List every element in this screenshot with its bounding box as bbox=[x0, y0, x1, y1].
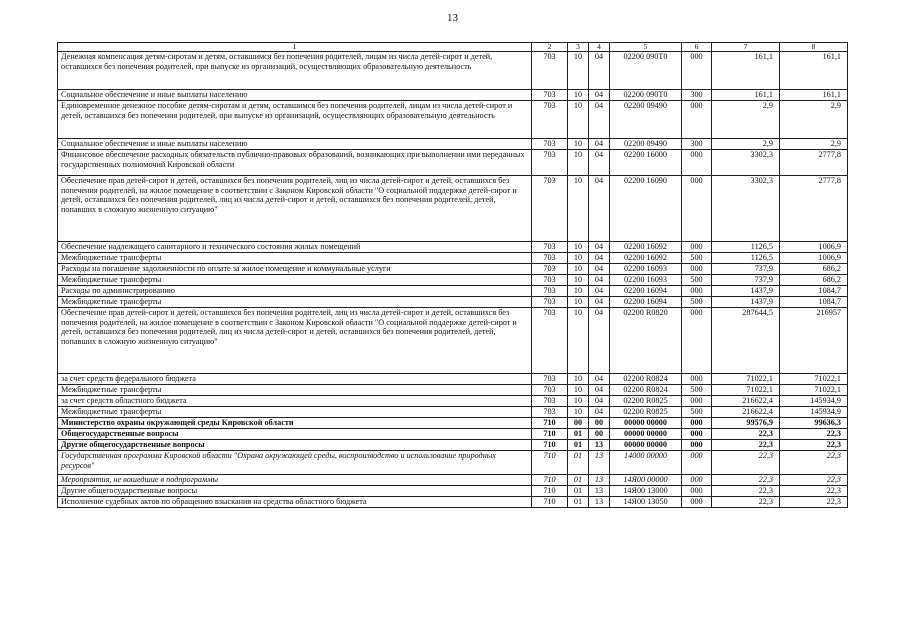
table-row bbox=[58, 451, 848, 475]
row-amount-actual: 145934,9 bbox=[780, 396, 848, 407]
row-amount-planned: 1126,5 bbox=[712, 253, 780, 264]
row-expense-type: 000 bbox=[682, 242, 712, 253]
row-amount-planned: 2,9 bbox=[712, 139, 780, 150]
row-ministry-code: 710 bbox=[532, 429, 568, 440]
row-amount-planned: 2,9 bbox=[712, 101, 780, 139]
row-section-code: 10 bbox=[568, 139, 589, 150]
row-target-article: 02200 16093 bbox=[610, 275, 682, 286]
table-row bbox=[58, 139, 848, 150]
table-row bbox=[58, 242, 848, 253]
row-section-code: 10 bbox=[568, 150, 589, 176]
row-amount-actual: 145934,9 bbox=[780, 407, 848, 418]
row-expense-type: 000 bbox=[682, 52, 712, 90]
row-name: Межбюджетные трансферты bbox=[58, 385, 532, 396]
row-ministry-code: 703 bbox=[532, 101, 568, 139]
row-amount-actual: 686,2 bbox=[780, 275, 848, 286]
row-amount-planned: 737,9 bbox=[712, 264, 780, 275]
row-expense-type: 500 bbox=[682, 297, 712, 308]
row-ministry-code: 703 bbox=[532, 90, 568, 101]
row-subsection-code: 04 bbox=[589, 407, 610, 418]
row-section-code: 10 bbox=[568, 275, 589, 286]
row-amount-planned: 22,3 bbox=[712, 429, 780, 440]
row-target-article: 02200 16094 bbox=[610, 297, 682, 308]
row-amount-planned: 99576,9 bbox=[712, 418, 780, 429]
row-expense-type: 000 bbox=[682, 497, 712, 508]
row-amount-actual: 22,3 bbox=[780, 497, 848, 508]
row-amount-planned: 71022,1 bbox=[712, 374, 780, 385]
row-section-code: 01 bbox=[568, 475, 589, 486]
row-target-article: 02200 09490 bbox=[610, 101, 682, 139]
row-target-article: 00000 00000 bbox=[610, 440, 682, 451]
row-expense-type: 300 bbox=[682, 139, 712, 150]
row-amount-planned: 22,3 bbox=[712, 451, 780, 475]
row-subsection-code: 13 bbox=[589, 497, 610, 508]
row-amount-planned: 1437,9 bbox=[712, 286, 780, 297]
row-expense-type: 000 bbox=[682, 396, 712, 407]
table-row bbox=[58, 101, 848, 139]
row-amount-actual: 2,9 bbox=[780, 101, 848, 139]
header-cell: 7 bbox=[712, 43, 780, 52]
row-section-code: 10 bbox=[568, 176, 589, 242]
row-name: Государственная программа Кировской области "Охрана окружающей среды, воспроизводство и использование природных ресурсов" bbox=[58, 451, 532, 475]
row-name: Социальное обеспечение и иные выплаты населению bbox=[58, 139, 532, 150]
row-subsection-code: 13 bbox=[589, 440, 610, 451]
row-amount-planned: 287644,5 bbox=[712, 308, 780, 374]
row-amount-actual: 1006,9 bbox=[780, 253, 848, 264]
row-target-article: 02200 16093 bbox=[610, 264, 682, 275]
row-section-code: 10 bbox=[568, 396, 589, 407]
row-expense-type: 000 bbox=[682, 308, 712, 374]
row-amount-planned: 22,3 bbox=[712, 497, 780, 508]
row-target-article: 14Я00 13000 bbox=[610, 486, 682, 497]
row-section-code: 10 bbox=[568, 286, 589, 297]
table-row bbox=[58, 308, 848, 374]
row-subsection-code: 13 bbox=[589, 486, 610, 497]
row-target-article: 02200 R0825 bbox=[610, 396, 682, 407]
row-name: Мероприятия, не вошедшие в подпрограммы bbox=[58, 475, 532, 486]
row-section-code: 10 bbox=[568, 242, 589, 253]
row-section-code: 10 bbox=[568, 264, 589, 275]
table-row bbox=[58, 297, 848, 308]
row-name: за счет средств областного бюджета bbox=[58, 396, 532, 407]
row-target-article: 00000 00000 bbox=[610, 429, 682, 440]
row-name: Межбюджетные трансферты bbox=[58, 253, 532, 264]
row-expense-type: 000 bbox=[682, 451, 712, 475]
row-ministry-code: 703 bbox=[532, 297, 568, 308]
row-ministry-code: 710 bbox=[532, 451, 568, 475]
row-ministry-code: 703 bbox=[532, 308, 568, 374]
row-target-article: 02200 090Т0 bbox=[610, 52, 682, 90]
row-subsection-code: 00 bbox=[589, 418, 610, 429]
row-subsection-code: 04 bbox=[589, 101, 610, 139]
table-row bbox=[58, 497, 848, 508]
row-section-code: 10 bbox=[568, 407, 589, 418]
row-amount-planned: 216622,4 bbox=[712, 407, 780, 418]
row-ministry-code: 703 bbox=[532, 253, 568, 264]
row-amount-planned: 161,1 bbox=[712, 52, 780, 90]
row-name: Межбюджетные трансферты bbox=[58, 297, 532, 308]
row-amount-planned: 71022,1 bbox=[712, 385, 780, 396]
row-amount-actual: 161,1 bbox=[780, 52, 848, 90]
row-ministry-code: 703 bbox=[532, 275, 568, 286]
row-name: Обеспечение прав детей-сирот и детей, оставшихся без попечения родителей, лиц из числа детей-сирот и детей, оставшихся без попечения родителей, на жилое помещение в соответствии с Законом Кировской области "О социальной поддержке детей-сирот и детей, оставшихся без попечения родителей, лиц из числа детей-сирот и детей, оставшихся без попечения родителей, детей, попавших в сложную жизненную ситуацию" bbox=[58, 176, 532, 242]
row-name: Обеспечение надлежащего санитарного и технического состояния жилых помещений bbox=[58, 242, 532, 253]
row-section-code: 10 bbox=[568, 90, 589, 101]
row-target-article: 02200 090Т0 bbox=[610, 90, 682, 101]
row-ministry-code: 703 bbox=[532, 242, 568, 253]
row-amount-actual: 22,3 bbox=[780, 429, 848, 440]
row-ministry-code: 710 bbox=[532, 440, 568, 451]
header-cell: 6 bbox=[682, 43, 712, 52]
row-name: Общегосударственные вопросы bbox=[58, 429, 532, 440]
row-ministry-code: 703 bbox=[532, 176, 568, 242]
row-amount-actual: 1084,7 bbox=[780, 297, 848, 308]
row-target-article: 02200 R0824 bbox=[610, 385, 682, 396]
row-name: Социальное обеспечение и иные выплаты населению bbox=[58, 90, 532, 101]
row-target-article: 02200 16094 bbox=[610, 286, 682, 297]
row-subsection-code: 00 bbox=[589, 429, 610, 440]
row-expense-type: 000 bbox=[682, 150, 712, 176]
row-expense-type: 000 bbox=[682, 429, 712, 440]
row-amount-actual: 1006,9 bbox=[780, 242, 848, 253]
row-amount-actual: 216957 bbox=[780, 308, 848, 374]
row-ministry-code: 703 bbox=[532, 396, 568, 407]
row-name: Исполнение судебных актов по обращению взыскания на средства областного бюджета bbox=[58, 497, 532, 508]
row-target-article: 02200 R0825 bbox=[610, 407, 682, 418]
row-target-article: 02200 16092 bbox=[610, 253, 682, 264]
row-subsection-code: 04 bbox=[589, 176, 610, 242]
row-expense-type: 500 bbox=[682, 275, 712, 286]
row-ministry-code: 710 bbox=[532, 486, 568, 497]
table-row bbox=[58, 440, 848, 451]
row-amount-planned: 3302,3 bbox=[712, 150, 780, 176]
row-amount-planned: 737,9 bbox=[712, 275, 780, 286]
row-amount-actual: 22,3 bbox=[780, 475, 848, 486]
row-subsection-code: 04 bbox=[589, 139, 610, 150]
row-subsection-code: 04 bbox=[589, 374, 610, 385]
row-section-code: 10 bbox=[568, 374, 589, 385]
header-cell: 8 bbox=[780, 43, 848, 52]
row-subsection-code: 04 bbox=[589, 264, 610, 275]
row-amount-planned: 1437,9 bbox=[712, 297, 780, 308]
table-row bbox=[58, 385, 848, 396]
row-amount-planned: 216622,4 bbox=[712, 396, 780, 407]
row-subsection-code: 13 bbox=[589, 475, 610, 486]
row-subsection-code: 04 bbox=[589, 286, 610, 297]
row-section-code: 00 bbox=[568, 418, 589, 429]
page-number: 13 bbox=[447, 12, 458, 24]
row-name: Другие общегосударственные вопросы bbox=[58, 486, 532, 497]
row-ministry-code: 710 bbox=[532, 497, 568, 508]
row-amount-planned: 161,1 bbox=[712, 90, 780, 101]
row-section-code: 01 bbox=[568, 440, 589, 451]
row-name: Расходы на погашение задолженности по оплате за жилое помещение и коммунальные услуги bbox=[58, 264, 532, 275]
row-amount-actual: 99636,3 bbox=[780, 418, 848, 429]
row-target-article: 02200 R0824 bbox=[610, 374, 682, 385]
row-subsection-code: 04 bbox=[589, 308, 610, 374]
row-name: Другие общегосударственные вопросы bbox=[58, 440, 532, 451]
row-subsection-code: 13 bbox=[589, 451, 610, 475]
header-cell: 2 bbox=[532, 43, 568, 52]
row-name: Межбюджетные трансферты bbox=[58, 407, 532, 418]
row-section-code: 10 bbox=[568, 308, 589, 374]
row-ministry-code: 703 bbox=[532, 139, 568, 150]
table-row bbox=[58, 418, 848, 429]
row-expense-type: 000 bbox=[682, 418, 712, 429]
table-row bbox=[58, 396, 848, 407]
row-target-article: 14Я00 13050 bbox=[610, 497, 682, 508]
table-row bbox=[58, 264, 848, 275]
row-section-code: 10 bbox=[568, 385, 589, 396]
row-subsection-code: 04 bbox=[589, 90, 610, 101]
row-ministry-code: 703 bbox=[532, 286, 568, 297]
row-expense-type: 500 bbox=[682, 253, 712, 264]
row-target-article: 02200 16092 bbox=[610, 242, 682, 253]
row-section-code: 10 bbox=[568, 52, 589, 90]
row-name: Расходы по администрированию bbox=[58, 286, 532, 297]
table-row bbox=[58, 486, 848, 497]
row-target-article: 00000 00000 bbox=[610, 418, 682, 429]
row-target-article: 14Я00 00000 bbox=[610, 475, 682, 486]
row-subsection-code: 04 bbox=[589, 253, 610, 264]
table-row bbox=[58, 253, 848, 264]
row-ministry-code: 703 bbox=[532, 150, 568, 176]
table-row bbox=[58, 176, 848, 242]
row-section-code: 01 bbox=[568, 429, 589, 440]
row-amount-actual: 22,3 bbox=[780, 486, 848, 497]
row-name: Единовременное денежное пособие детям-сиротам и детям, оставшимся без попечения родителей, лицам из числа детей-сирот и детей, оставшихся без попечения родителей, при выпуске из организаций, осуществляющих образовательную деятельность bbox=[58, 101, 532, 139]
row-expense-type: 000 bbox=[682, 374, 712, 385]
row-expense-type: 000 bbox=[682, 486, 712, 497]
row-target-article: 02200 09490 bbox=[610, 139, 682, 150]
row-target-article: 02200 16090 bbox=[610, 176, 682, 242]
row-expense-type: 000 bbox=[682, 286, 712, 297]
row-section-code: 01 bbox=[568, 497, 589, 508]
row-name: Межбюджетные трансферты bbox=[58, 275, 532, 286]
row-section-code: 01 bbox=[568, 486, 589, 497]
row-amount-actual: 161,1 bbox=[780, 90, 848, 101]
row-amount-actual: 22,3 bbox=[780, 451, 848, 475]
row-amount-actual: 2777,8 bbox=[780, 176, 848, 242]
row-amount-actual: 71022,1 bbox=[780, 385, 848, 396]
row-amount-planned: 22,3 bbox=[712, 475, 780, 486]
row-ministry-code: 710 bbox=[532, 418, 568, 429]
header-cell: 5 bbox=[610, 43, 682, 52]
row-target-article: 02200 16000 bbox=[610, 150, 682, 176]
row-expense-type: 300 bbox=[682, 90, 712, 101]
row-amount-actual: 1084,7 bbox=[780, 286, 848, 297]
table-row bbox=[58, 286, 848, 297]
row-expense-type: 500 bbox=[682, 385, 712, 396]
row-expense-type: 000 bbox=[682, 475, 712, 486]
row-ministry-code: 710 bbox=[532, 475, 568, 486]
table-header-row bbox=[58, 43, 848, 52]
row-subsection-code: 04 bbox=[589, 275, 610, 286]
row-amount-actual: 71022,1 bbox=[780, 374, 848, 385]
row-amount-planned: 3302,3 bbox=[712, 176, 780, 242]
row-amount-actual: 22,3 bbox=[780, 440, 848, 451]
header-cell: 4 bbox=[589, 43, 610, 52]
table-row bbox=[58, 52, 848, 90]
row-amount-planned: 22,3 bbox=[712, 486, 780, 497]
row-expense-type: 000 bbox=[682, 176, 712, 242]
row-subsection-code: 04 bbox=[589, 297, 610, 308]
row-expense-type: 000 bbox=[682, 264, 712, 275]
table-row bbox=[58, 475, 848, 486]
row-amount-actual: 686,2 bbox=[780, 264, 848, 275]
row-section-code: 10 bbox=[568, 101, 589, 139]
row-subsection-code: 04 bbox=[589, 385, 610, 396]
row-ministry-code: 703 bbox=[532, 52, 568, 90]
row-section-code: 10 bbox=[568, 297, 589, 308]
row-amount-planned: 1126,5 bbox=[712, 242, 780, 253]
row-name: за счет средств федерального бюджета bbox=[58, 374, 532, 385]
row-amount-planned: 22,3 bbox=[712, 440, 780, 451]
row-amount-actual: 2777,8 bbox=[780, 150, 848, 176]
row-target-article: 02200 R0820 bbox=[610, 308, 682, 374]
row-section-code: 01 bbox=[568, 451, 589, 475]
row-name: Обеспечение прав детей-сирот и детей, оставшихся без попечения родителей, лиц из числа детей-сирот и детей, оставшихся без попечения родителей, на жилое помещение в соответствии с Законом Кировской области "О социальной поддержке детей-сирот и детей, оставшихся без попечения родителей, лиц из числа детей-сирот и детей, оставшихся без попечения родителей, детей, попавших в сложную жизненную ситуацию" bbox=[58, 308, 532, 374]
row-subsection-code: 04 bbox=[589, 242, 610, 253]
table-row bbox=[58, 429, 848, 440]
table-row bbox=[58, 374, 848, 385]
row-expense-type: 000 bbox=[682, 440, 712, 451]
table-row bbox=[58, 90, 848, 101]
row-section-code: 10 bbox=[568, 253, 589, 264]
row-ministry-code: 703 bbox=[532, 374, 568, 385]
table-row bbox=[58, 275, 848, 286]
row-amount-actual: 2,9 bbox=[780, 139, 848, 150]
row-name: Министерство охраны окружающей среды Кировской области bbox=[58, 418, 532, 429]
row-ministry-code: 703 bbox=[532, 407, 568, 418]
row-target-article: 14000 00000 bbox=[610, 451, 682, 475]
table-row bbox=[58, 407, 848, 418]
header-cell: 3 bbox=[568, 43, 589, 52]
row-name: Денежная компенсация детям-сиротам и детям, оставшимся без попечения родителей, лицам из числа детей-сирот и детей, оставшихся без попечения родителей, при выпуске из организаций, осуществляющих образовательную деятельность bbox=[58, 52, 532, 90]
row-expense-type: 500 bbox=[682, 407, 712, 418]
row-subsection-code: 04 bbox=[589, 396, 610, 407]
header-cell: 1 bbox=[58, 43, 532, 52]
table-row bbox=[58, 150, 848, 176]
row-subsection-code: 04 bbox=[589, 52, 610, 90]
row-ministry-code: 703 bbox=[532, 264, 568, 275]
row-ministry-code: 703 bbox=[532, 385, 568, 396]
row-name: Финансовое обеспечение расходных обязательств публично-правовых образований, возникающих при выполнении ими переданных государственных полномочий Кировской области bbox=[58, 150, 532, 176]
row-expense-type: 000 bbox=[682, 101, 712, 139]
row-subsection-code: 04 bbox=[589, 150, 610, 176]
budget-table bbox=[57, 42, 848, 508]
